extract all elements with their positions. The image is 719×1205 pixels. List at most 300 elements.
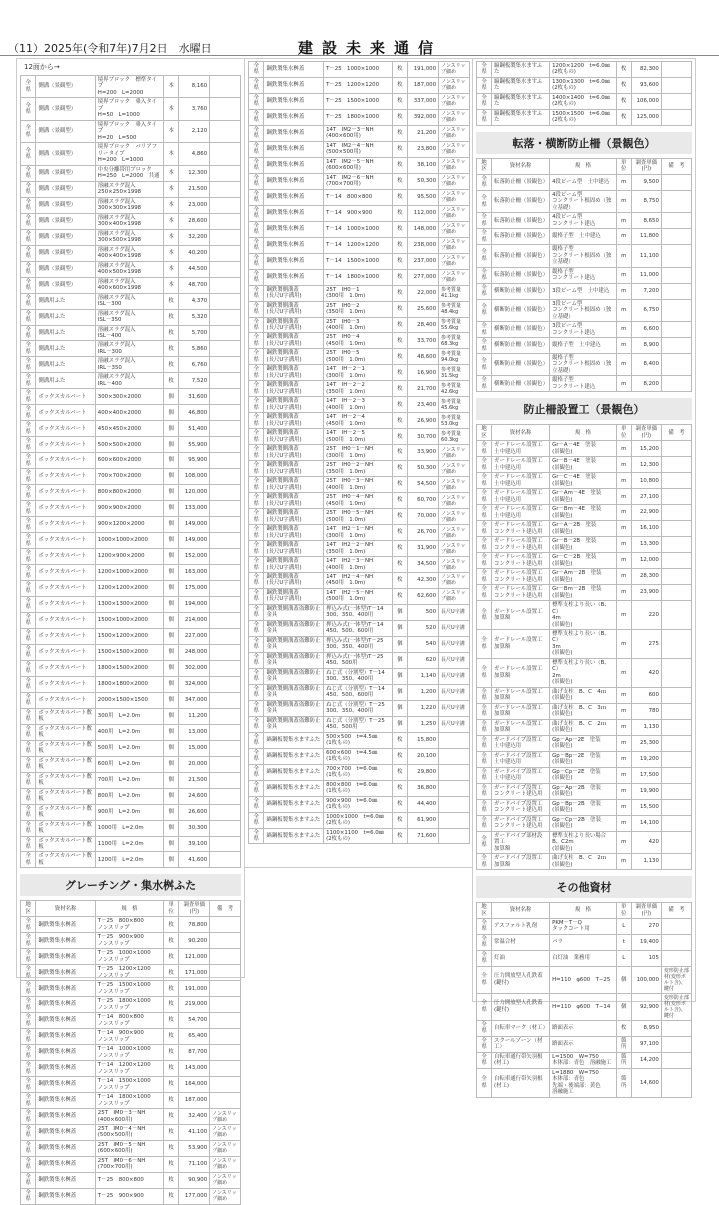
unit-cell: 枚 xyxy=(392,253,407,269)
unit-cell: 本 xyxy=(163,181,178,197)
price-cell: 13,300 xyxy=(631,537,661,553)
note-cell xyxy=(661,934,691,950)
region-cell: 全県 xyxy=(249,429,264,445)
note-cell xyxy=(210,1077,241,1093)
note-cell xyxy=(661,322,691,338)
spec-cell: 溶融スラグ混入 IRL－300 xyxy=(95,341,163,357)
unit-cell: 本 xyxy=(163,277,178,293)
spec-cell: 1200×1200 t=6.0㎜ (2枚もの) xyxy=(550,62,617,78)
price-cell: 71,600 xyxy=(408,828,439,844)
region-cell: 全県 xyxy=(477,457,492,473)
unit-cell: m xyxy=(616,719,631,735)
table-row xyxy=(249,93,470,109)
material-name-cell: 鋼鉄製集水桝蓋 xyxy=(36,965,95,981)
spec-cell: 14T IH2－3－NH (400用 1.0m) xyxy=(324,557,393,573)
spec-cell: 押込み式(一体型)T－25 450、500用 xyxy=(324,652,393,668)
spec-cell: 押込み式(一体型)T－14 450、500、600用 xyxy=(324,620,393,636)
price-cell: 23,000 xyxy=(179,197,210,213)
price-cell: 46,800 xyxy=(179,405,210,421)
unit-cell: m xyxy=(616,831,631,853)
note-cell xyxy=(210,1013,241,1029)
region-cell: 全県 xyxy=(477,1052,492,1068)
spec-cell: 14T IM2－6－NH (700×700用) xyxy=(324,173,393,189)
material-name-cell: ボックスカルバート xyxy=(36,549,95,565)
region-cell: 全県 xyxy=(477,854,492,870)
unit-cell: 枚 xyxy=(392,780,407,796)
spec-cell: 1400×1400 t=6.0㎜ (2枚もの) xyxy=(550,93,617,109)
region-cell: 全県 xyxy=(249,221,264,237)
note-cell: ノンスリップ細め xyxy=(439,541,470,557)
note-cell: ノンスリップ細め xyxy=(210,1188,241,1204)
price-cell: 28,600 xyxy=(179,213,210,229)
note-cell: ノンスリップ細め xyxy=(439,173,470,189)
region-cell: 全県 xyxy=(477,62,492,78)
region-cell: 全県 xyxy=(21,740,36,756)
table-row xyxy=(477,630,692,659)
region-cell: 全県 xyxy=(21,325,36,341)
note-cell: 参考質量 42.6kg xyxy=(439,381,470,397)
note-cell xyxy=(210,437,241,453)
spec-cell: T－25 1200×1200 ノンスリップ xyxy=(95,965,163,981)
spec-cell: 路面表示 xyxy=(550,1036,617,1052)
region-cell: 全県 xyxy=(21,120,36,142)
note-cell xyxy=(661,719,691,735)
table-row xyxy=(249,365,470,381)
material-name-cell: 側溝用ふた xyxy=(36,325,95,341)
note-cell: ノンスリップ細め xyxy=(439,62,470,78)
region-cell: 全県 xyxy=(21,357,36,373)
note-cell: 変形防止部材(変形ボルト含)、鍵付 xyxy=(661,966,691,993)
material-name-cell: 側溝用ふた xyxy=(36,293,95,309)
spec-cell: 中央分離帯用ブロック H=250 L=2000 共通 xyxy=(95,165,163,181)
note-cell xyxy=(210,949,241,965)
note-cell xyxy=(210,517,241,533)
table-row xyxy=(21,772,241,788)
note-cell xyxy=(210,469,241,485)
note-cell xyxy=(661,687,691,703)
material-name-cell: 鋼鉄製側溝蓋 (長尺U字溝用) xyxy=(264,333,324,349)
spec-cell: 押込み式(一体型)T－14 300、350、400用 xyxy=(324,604,393,620)
spec-cell: 標準支柱より長い（B、C） 4m (景観色) xyxy=(550,601,617,630)
unit-cell: 枚 xyxy=(163,981,178,997)
region-cell: 全県 xyxy=(21,596,36,612)
table-row xyxy=(249,62,470,78)
region-cell: 全県 xyxy=(21,1125,36,1141)
region-cell: 全県 xyxy=(477,950,492,966)
note-cell xyxy=(661,537,691,553)
column-header: 単位 xyxy=(616,158,631,174)
spec-cell: T－14 900×900 ノンスリップ xyxy=(95,1029,163,1045)
unit-cell: 個 xyxy=(163,708,178,724)
unit-cell: L xyxy=(616,918,631,934)
table-row xyxy=(477,521,692,537)
table-row xyxy=(21,277,241,293)
spec-cell: バラ xyxy=(550,934,617,950)
note-cell: 長尺U字溝 xyxy=(439,620,470,636)
price-cell: 1,140 xyxy=(408,668,439,684)
material-name-cell: 鋼鉄製集水桝蓋 xyxy=(264,62,324,78)
unit-cell: m xyxy=(616,322,631,338)
note-cell xyxy=(210,373,241,389)
material-name-cell: ボックスカルバート敷板 xyxy=(36,724,95,740)
unit-cell: 個 xyxy=(163,628,178,644)
price-cell: 71,100 xyxy=(179,1156,210,1172)
note-cell xyxy=(210,644,241,660)
material-name-cell: 鋼鉄製側溝蓋盗難防止金具 xyxy=(264,684,324,700)
table-row xyxy=(21,76,241,98)
material-name-cell: ガードパイプ設置工 土中建込用 xyxy=(492,735,550,751)
unit-cell: 個 xyxy=(163,405,178,421)
spec-cell: 14T IH－2－2 (350用 1.0m) xyxy=(324,381,393,397)
unit-cell: 枚 xyxy=(392,461,407,477)
note-cell: 参考質量 68.3kg xyxy=(439,333,470,349)
spec-cell: 500×500×2000 xyxy=(95,437,163,453)
unit-cell: 枚 xyxy=(392,93,407,109)
table-row xyxy=(477,585,692,601)
column-header: 調査単価 (円) xyxy=(631,425,661,441)
material-name-cell: 転落防止柵（景観色） xyxy=(492,213,550,229)
material-name-cell: 鋼鉄製集水桝蓋 xyxy=(36,949,95,965)
note-cell xyxy=(661,473,691,489)
note-cell xyxy=(439,748,470,764)
region-cell: 全県 xyxy=(21,549,36,565)
header-divider xyxy=(0,55,719,56)
table-row xyxy=(477,1052,692,1068)
price-cell: 214,000 xyxy=(179,612,210,628)
region-cell: 全県 xyxy=(249,477,264,493)
region-cell: 全県 xyxy=(249,604,264,620)
spec-cell: 25T IH0－3 (400用 1.0m) xyxy=(324,317,393,333)
material-name-cell: 鋼鉄製集水桝蓋 xyxy=(36,1109,95,1125)
material-name-cell: ボックスカルバート xyxy=(36,581,95,597)
price-cell: 540 xyxy=(408,636,439,652)
region-cell: 全県 xyxy=(21,405,36,421)
region-cell: 全県 xyxy=(477,537,492,553)
unit-cell: 枚 xyxy=(392,109,407,125)
spec-cell: 溶融スラグ混入 250×250×1998 xyxy=(95,181,163,197)
note-cell xyxy=(210,628,241,644)
price-cell: 4,370 xyxy=(179,293,210,309)
unit-cell: 枚 xyxy=(163,325,178,341)
unit-cell: 枚 xyxy=(163,1172,178,1188)
table-row xyxy=(21,389,241,405)
spec-cell: T－25 1800×1000 ノンスリップ xyxy=(95,997,163,1013)
spec-cell: L=1500 W=750 本体部：青色 溶融施工 xyxy=(550,1052,617,1068)
unit-cell: 枚 xyxy=(392,525,407,541)
column-header: 資材名称 xyxy=(36,901,95,917)
table-row xyxy=(21,517,241,533)
material-name-cell: 鋼鉄製集水桝蓋 xyxy=(264,221,324,237)
table-row xyxy=(249,477,470,493)
table-row xyxy=(249,221,470,237)
column-header: 地区 xyxy=(21,901,36,917)
table-row xyxy=(21,261,241,277)
note-cell xyxy=(661,441,691,457)
spec-cell: 縦格子型 コンクリート建込 xyxy=(550,267,617,283)
region-cell: 全県 xyxy=(249,349,264,365)
unit-cell: 枚 xyxy=(392,397,407,413)
unit-cell: 本 xyxy=(163,120,178,142)
table-row xyxy=(21,549,241,565)
region-cell: 全県 xyxy=(21,453,36,469)
table-row xyxy=(249,509,470,525)
table-row xyxy=(249,237,470,253)
continued-from-label: 12面から→ xyxy=(24,63,60,71)
table-row xyxy=(21,852,241,868)
note-cell xyxy=(661,174,691,190)
price-cell: 38,100 xyxy=(408,157,439,173)
note-cell xyxy=(210,197,241,213)
note-cell xyxy=(661,299,691,321)
region-cell: 全県 xyxy=(477,229,492,245)
price-cell: 15,500 xyxy=(631,799,661,815)
table-row xyxy=(21,357,241,373)
material-name-cell: 圧力開放型人孔鉄蓋 (鍵付) xyxy=(492,993,550,1020)
price-cell: 152,000 xyxy=(179,549,210,565)
spec-cell: 縦格子型 コンクリート根固め（独立基礎） xyxy=(550,353,617,375)
material-name-cell: 転落防止柵（景観色） xyxy=(492,190,550,212)
spec-cell: 標準支柱より長い（B、C） 2m (景観色) xyxy=(550,658,617,687)
unit-cell: m xyxy=(616,473,631,489)
region-cell: 全県 xyxy=(249,493,264,509)
spec-cell: 1100×1100 t=6.0㎜ (2枚もの) xyxy=(324,828,393,844)
note-cell xyxy=(661,1036,691,1052)
price-cell: 31,600 xyxy=(179,389,210,405)
material-name-cell: ボックスカルバート xyxy=(36,676,95,692)
material-name-cell: ボックスカルバート敷板 xyxy=(36,740,95,756)
material-name-cell: ボックスカルバート xyxy=(36,501,95,517)
material-name-cell: 自転車通行帯矢羽根 (材工) xyxy=(492,1052,550,1068)
spec-cell: 曲げ支柱 B、C 4ｍ (景観色) xyxy=(550,687,617,703)
unit-cell: 個 xyxy=(392,636,407,652)
price-cell: 4,860 xyxy=(179,143,210,165)
table-row xyxy=(21,469,241,485)
spec-cell: 900×1200×2000 xyxy=(95,517,163,533)
region-cell: 全県 xyxy=(249,381,264,397)
note-cell xyxy=(210,981,241,997)
region-cell: 全県 xyxy=(249,636,264,652)
table-row xyxy=(21,373,241,389)
unit-cell: 枚 xyxy=(616,62,631,78)
unit-cell: 枚 xyxy=(163,1156,178,1172)
material-name-cell: 鋼鉄製側溝蓋 (長尺U字溝用) xyxy=(264,573,324,589)
region-cell: 全県 xyxy=(249,620,264,636)
column-header: 調査単価 (円) xyxy=(631,158,661,174)
spec-cell: T－14 800×800 ノンスリップ xyxy=(95,1013,163,1029)
unit-cell: m xyxy=(616,245,631,267)
material-name-cell: 鋼鉄製集水桝蓋 xyxy=(264,125,324,141)
table-row xyxy=(477,77,692,93)
material-name-cell: 縞鋼板製集水ますふた xyxy=(492,93,550,109)
unit-cell: 個 xyxy=(163,756,178,772)
checker-plate-table xyxy=(476,61,692,126)
price-cell: 177,000 xyxy=(179,1188,210,1204)
grating-table xyxy=(20,900,241,1204)
table-row xyxy=(477,62,692,78)
table-row xyxy=(21,965,241,981)
material-name-cell: ボックスカルバート敷板 xyxy=(36,756,95,772)
unit-cell: m xyxy=(616,489,631,505)
table-row xyxy=(477,245,692,267)
note-cell: ノンスリップ細め xyxy=(439,77,470,93)
section-title-grating: グレーチング・集水桝ふた xyxy=(20,874,241,896)
material-name-cell: 鋼鉄製側溝蓋 (長尺U字溝用) xyxy=(264,509,324,525)
table-row xyxy=(249,173,470,189)
material-name-cell: 鋼鉄製側溝蓋盗難防止金具 xyxy=(264,716,324,732)
region-cell: 全県 xyxy=(249,541,264,557)
table-row xyxy=(249,189,470,205)
region-cell: 全県 xyxy=(21,1029,36,1045)
region-cell: 全県 xyxy=(477,93,492,109)
spec-cell: H=110 φ600 T−25 xyxy=(550,966,617,993)
table-row xyxy=(21,213,241,229)
region-cell: 全県 xyxy=(21,1140,36,1156)
table-row xyxy=(249,269,470,285)
unit-cell: m xyxy=(616,767,631,783)
spec-cell: T－14 1000×1000 ノンスリップ xyxy=(95,1045,163,1061)
material-name-cell: 鋼鉄製集水桝蓋 xyxy=(36,1045,95,1061)
column-header: 資材名称 xyxy=(492,425,550,441)
table-row xyxy=(249,700,470,716)
spec-cell: 1500×1000×2000 xyxy=(95,612,163,628)
spec-cell: Gp－Ap－2E 塗装 (景観色) xyxy=(550,735,617,751)
material-name-cell: ボックスカルバート xyxy=(36,628,95,644)
unit-cell: 個 xyxy=(163,565,178,581)
column-header: 地区 xyxy=(477,158,492,174)
region-cell: 全県 xyxy=(249,588,264,604)
column-header: 単位 xyxy=(163,901,178,917)
material-name-cell: 鋼鉄製集水桝蓋 xyxy=(264,269,324,285)
material-name-cell: 鋼鉄製側溝蓋 (長尺U字溝用) xyxy=(264,588,324,604)
price-cell: 12,300 xyxy=(179,165,210,181)
material-name-cell: ガードレール設置工 加算額 xyxy=(492,719,550,735)
spec-cell: T－14 1800×1000 xyxy=(324,269,393,285)
spec-cell: Gp－Bp－2E 塗装 (景観色) xyxy=(550,751,617,767)
region-cell: 全県 xyxy=(249,141,264,157)
note-cell: ノンスリップ細め xyxy=(439,221,470,237)
unit-cell: 枚 xyxy=(163,293,178,309)
note-cell xyxy=(210,405,241,421)
unit-cell: 個 xyxy=(163,421,178,437)
spec-cell: 25T IH0－1－NH (300用 1.0m) xyxy=(324,445,393,461)
note-cell xyxy=(661,854,691,870)
table-header-row xyxy=(21,901,241,917)
material-name-cell: ガードパイプ設置工 コンクリート建込用 xyxy=(492,815,550,831)
table-row xyxy=(477,934,692,950)
material-name-cell: ガードレール設置工 加算額 xyxy=(492,658,550,687)
table-row xyxy=(477,537,692,553)
table-row xyxy=(249,748,470,764)
price-cell: 24,600 xyxy=(179,788,210,804)
region-cell: 全県 xyxy=(249,461,264,477)
column-header: 調査単価 (円) xyxy=(179,901,210,917)
price-cell: 31,900 xyxy=(408,541,439,557)
material-name-cell: ボックスカルバート xyxy=(36,565,95,581)
note-cell: ノンスリップ細め xyxy=(439,237,470,253)
price-cell: 21,200 xyxy=(408,125,439,141)
table-row xyxy=(249,716,470,732)
install-table xyxy=(476,424,692,870)
region-cell: 全県 xyxy=(249,732,264,748)
region-cell: 全県 xyxy=(249,62,264,78)
material-name-cell: ガードレール設置工 コンクリート建込用 xyxy=(492,521,550,537)
price-cell: 392,000 xyxy=(408,109,439,125)
price-cell: 30,700 xyxy=(408,429,439,445)
material-name-cell: ボックスカルバート敷板 xyxy=(36,788,95,804)
middle-column xyxy=(245,58,474,868)
region-cell: 全県 xyxy=(249,812,264,828)
region-cell: 全県 xyxy=(21,708,36,724)
spec-cell: 14T IH－2－4 (450用 1.0m) xyxy=(324,413,393,429)
spec-cell: 1500×1500×2000 xyxy=(95,644,163,660)
note-cell: 長尺U字溝 xyxy=(439,636,470,652)
material-name-cell: 鋼鉄製集水桝蓋 xyxy=(36,1013,95,1029)
table-row xyxy=(21,245,241,261)
unit-cell: 枚 xyxy=(392,333,407,349)
region-cell: 全県 xyxy=(21,309,36,325)
material-name-cell: 転落防止柵（景観色） xyxy=(492,229,550,245)
region-cell: 全県 xyxy=(21,277,36,293)
region-cell: 全県 xyxy=(477,934,492,950)
unit-cell: m xyxy=(616,783,631,799)
region-cell: 全県 xyxy=(21,1061,36,1077)
region-cell: 全県 xyxy=(249,157,264,173)
unit-cell: 枚 xyxy=(163,1093,178,1109)
spec-cell: 800×800×2000 xyxy=(95,485,163,501)
spec-cell: Gr－A－2B 塗装 (景観色) xyxy=(550,521,617,537)
spec-cell: 14T IM2－3－NH (400×600用) xyxy=(324,125,393,141)
table-row xyxy=(477,505,692,521)
material-name-cell: 鋼鉄製側溝蓋 (長尺U字溝用) xyxy=(264,349,324,365)
spec-cell: 25T IM0－5－NH (600×600用) xyxy=(95,1140,163,1156)
price-cell: 48,700 xyxy=(179,277,210,293)
region-cell: 全県 xyxy=(249,93,264,109)
note-cell xyxy=(661,1020,691,1036)
material-name-cell: ガードレール設置工 加算額 xyxy=(492,630,550,659)
table-row xyxy=(477,322,692,338)
material-name-cell: ガードレール設置工 土中建込用 xyxy=(492,505,550,521)
unit-cell: 枚 xyxy=(163,1109,178,1125)
table-row xyxy=(477,1068,692,1097)
table-row xyxy=(21,981,241,997)
spec-cell: 25T IH0－5－NH (500用 1.0m) xyxy=(324,509,393,525)
table-row xyxy=(21,1077,241,1093)
region-cell: 全県 xyxy=(477,719,492,735)
note-cell xyxy=(661,815,691,831)
region-cell: 全県 xyxy=(21,981,36,997)
price-cell: 125,000 xyxy=(631,109,661,125)
price-cell: 51,400 xyxy=(179,421,210,437)
note-cell xyxy=(661,245,691,267)
region-cell: 全県 xyxy=(477,815,492,831)
note-cell xyxy=(210,421,241,437)
material-name-cell: 圧力開放型人孔鉄蓋 (鍵付) xyxy=(492,966,550,993)
region-cell: 全県 xyxy=(21,76,36,98)
region-cell: 全県 xyxy=(477,569,492,585)
material-name-cell: 鋼鉄製集水桝蓋 xyxy=(264,173,324,189)
price-cell: 420 xyxy=(631,831,661,853)
unit-cell: m xyxy=(616,441,631,457)
note-cell xyxy=(210,836,241,852)
spec-cell: 溶融スラグ混入 IRL－350 xyxy=(95,357,163,373)
spec-cell: T－25 1000×1000 ノンスリップ xyxy=(95,949,163,965)
region-cell: 全県 xyxy=(249,413,264,429)
table-row xyxy=(21,612,241,628)
price-cell: 191,000 xyxy=(408,62,439,78)
note-cell xyxy=(210,1061,241,1077)
price-cell: 50,300 xyxy=(408,461,439,477)
material-name-cell: 転落防止柵（景観色） xyxy=(492,267,550,283)
